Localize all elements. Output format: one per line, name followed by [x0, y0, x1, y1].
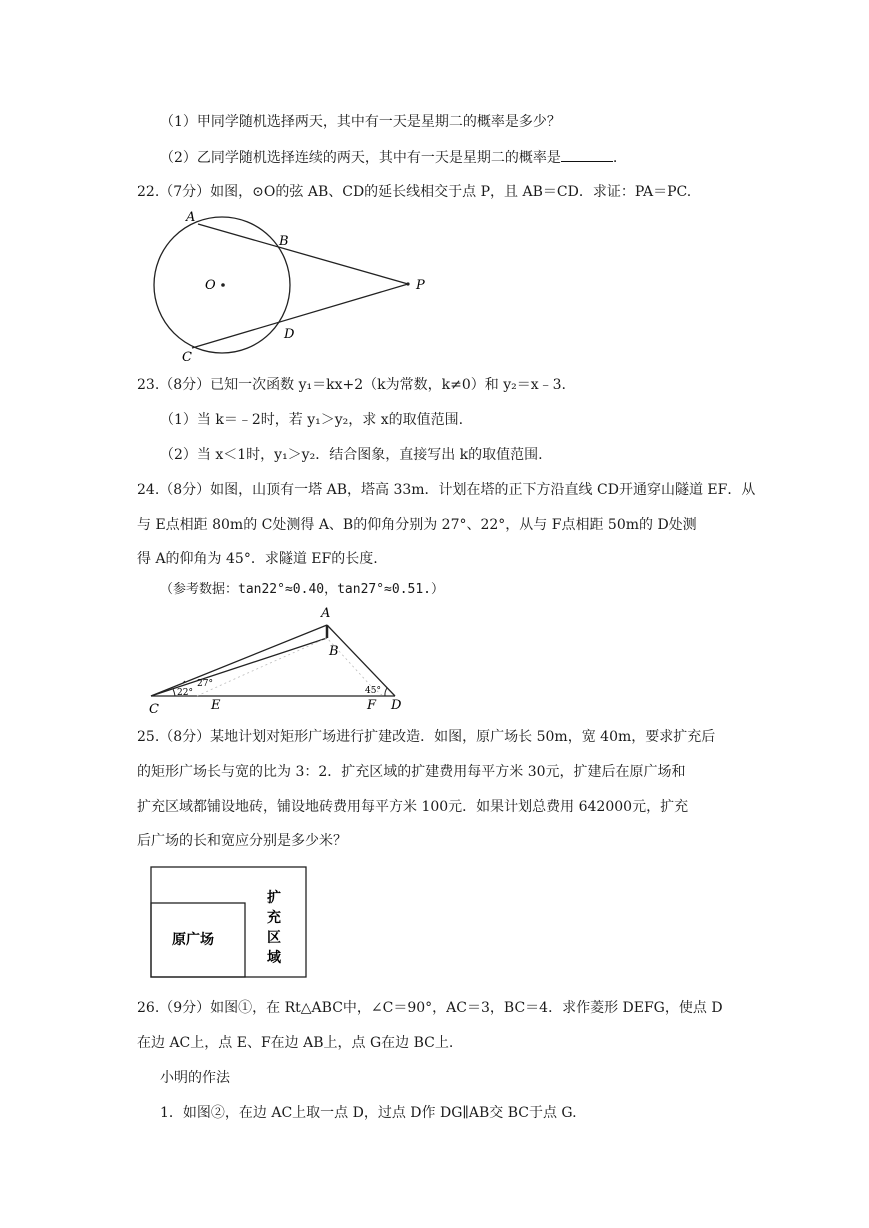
expanded-square [151, 867, 306, 977]
center-dot [221, 283, 225, 287]
label-a: A [321, 606, 331, 621]
point-p-dot [406, 282, 409, 285]
q22-circle-figure [150, 205, 440, 365]
q21-part2-end: . [612, 150, 618, 166]
q24-line3: 得 A的仰角为 45°．求隧道 EF的长度. [137, 551, 378, 567]
label-expand-4: 域 [267, 950, 281, 966]
label-b: B [329, 644, 339, 659]
label-d: D [391, 698, 402, 713]
q22-text: 22.（7分）如图，⊙O的弦 AB、CD的延长线相交于点 P，且 AB＝CD．求证：PA＝PC. [137, 184, 692, 200]
label-p: P [416, 278, 425, 293]
line-ap [198, 224, 408, 284]
label-b: B [279, 234, 289, 249]
label-a: A [186, 210, 196, 225]
label-angle-27: 27° [197, 679, 213, 689]
label-original: 原广场 [172, 932, 214, 948]
q21-part1: （1）甲同学随机选择两天，其中有一天是星期二的概率是多少？ [160, 114, 561, 130]
label-o: O [205, 278, 216, 293]
label-e: E [211, 698, 221, 713]
label-c: C [182, 350, 192, 365]
label-expand-3: 区 [267, 930, 281, 946]
line-ad [327, 625, 395, 696]
q25-square-figure [150, 866, 310, 981]
label-expand-1: 扩 [267, 890, 281, 906]
q26-line2: 在边 AC上，点 E、F在边 AB上，点 G在边 BC上. [137, 1035, 454, 1051]
angle-arc-22 [173, 689, 175, 696]
q25-line3: 扩充区域都铺设地砖，铺设地砖费用每平方米 100元．如果计划总费用 642000元，扩充 [137, 799, 689, 815]
angle-arc-45 [385, 688, 387, 696]
label-angle-22: 22° [177, 688, 193, 698]
q24-line1: 24.（8分）如图，山顶有一塔 AB，塔高 33m．计划在塔的正下方沿直线 CD开通穿山隧道 EF．从 [137, 482, 756, 498]
q23-part1: （1）当 k＝﹣2时，若 y₁＞y₂，求 x的取值范围. [160, 412, 464, 428]
mountain-outline [197, 638, 383, 696]
q21-part2-text: （2）乙同学随机选择连续的两天，其中有一天是星期二的概率是 [160, 150, 561, 166]
q25-line1: 25.（8分）某地计划对矩形广场进行扩建改造．如图，原广场长 50m，宽 40m，要求扩充后 [137, 729, 716, 745]
label-expand-2: 充 [267, 910, 281, 926]
label-angle-45: 45° [365, 686, 381, 696]
label-c: C [149, 702, 159, 717]
q25-line2: 的矩形广场长与宽的比为 3：2．扩充区域的扩建费用每平方米 30元，扩建后在原广场和 [137, 764, 686, 780]
line-ca [151, 625, 327, 696]
q24-reference-data: （参考数据：tan22°≈0.40，tan27°≈0.51.） [160, 582, 445, 597]
q23-text: 23.（8分）已知一次函数 y₁＝kx+2（k为常数，k≠0）和 y₂＝x﹣3. [137, 377, 566, 393]
label-d: D [284, 327, 295, 342]
q24-tower-figure [145, 605, 415, 717]
q26-line3: 小明的作法 [160, 1070, 230, 1086]
q21-part2 [160, 147, 617, 168]
answer-blank [561, 147, 613, 162]
q25-line4: 后广场的长和宽应分别是多少米？ [137, 833, 347, 849]
q26-line1: 26.（9分）如图①，在 Rt△ABC中，∠C＝90°，AC＝3，BC＝4．求作菱形 DEFG，使点 D [137, 1000, 723, 1016]
q23-part2: （2）当 x＜1时，y₁＞y₂．结合图象，直接写出 k的取值范围. [160, 447, 543, 463]
label-f: F [367, 698, 377, 713]
line-cp [192, 284, 408, 348]
q26-line4: 1．如图②，在边 AC上取一点 D，过点 D作 DG∥AB交 BC于点 G. [160, 1105, 577, 1121]
q24-line2: 与 E点相距 80m的 C处测得 A、B的仰角分别为 27°、22°，从与 F点相距 50m的 D处测 [137, 517, 697, 533]
